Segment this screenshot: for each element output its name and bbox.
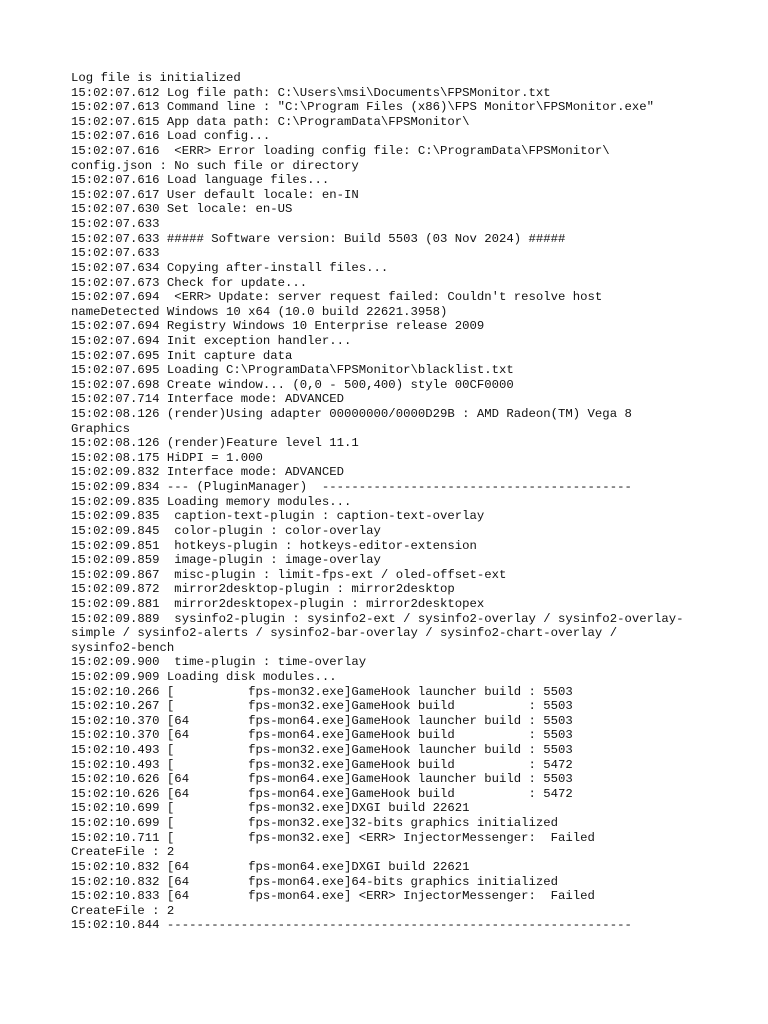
log-line: 15:02:09.909 Loading disk modules... bbox=[71, 669, 337, 684]
log-line: 15:02:10.370 [64 fps-mon64.exe]GameHook build : 5503 bbox=[71, 728, 573, 743]
log-line: 15:02:09.851 hotkeys-plugin : hotkeys-editor-extension bbox=[71, 538, 477, 553]
log-line: simple / sysinfo2-alerts / sysinfo2-bar-overlay / sysinfo2-chart-overlay / bbox=[71, 626, 618, 641]
log-line: 15:02:07.694 <ERR> Update: server request failed: Couldn't resolve host bbox=[71, 290, 603, 305]
log-line: 15:02:09.835 caption-text-plugin : caption-text-overlay bbox=[71, 509, 485, 524]
log-line: 15:02:07.634 Copying after-install files... bbox=[71, 260, 389, 275]
log-line: 15:02:09.900 time-plugin : time-overlay bbox=[71, 655, 367, 670]
log-line: 15:02:08.126 (render)Feature level 11.1 bbox=[71, 436, 359, 451]
log-line: config.json : No such file or directory bbox=[71, 158, 359, 173]
log-line: 15:02:07.612 Log file path: C:\Users\msi\Documents\FPSMonitor.txt bbox=[71, 85, 551, 100]
log-line: CreateFile : 2 bbox=[71, 845, 175, 860]
log-line: 15:02:10.832 [64 fps-mon64.exe]DXGI build 22621 bbox=[71, 859, 470, 874]
log-line: 15:02:07.633 bbox=[71, 246, 160, 261]
log-line: 15:02:07.617 User default locale: en-IN bbox=[71, 187, 359, 202]
log-line: 15:02:10.493 [ fps-mon32.exe]GameHook launcher build : 5503 bbox=[71, 743, 573, 758]
log-line: 15:02:09.835 Loading memory modules... bbox=[71, 494, 352, 509]
log-line: 15:02:10.832 [64 fps-mon64.exe]64-bits graphics initialized bbox=[71, 874, 559, 889]
log-line: 15:02:07.613 Command line : "C:\Program Files (x86)\FPS Monitor\FPSMonitor.exe" bbox=[71, 100, 654, 115]
log-line: 15:02:09.881 mirror2desktopex-plugin : mirror2desktopex bbox=[71, 596, 485, 611]
log-line: CreateFile : 2 bbox=[71, 903, 175, 918]
log-line: 15:02:07.698 Create window... (0,0 - 500,400) style 00CF0000 bbox=[71, 377, 514, 392]
log-line: 15:02:09.889 sysinfo2-plugin : sysinfo2-ext / sysinfo2-overlay / sysinfo2-overlay- bbox=[71, 611, 684, 626]
log-line: 15:02:10.266 [ fps-mon32.exe]GameHook launcher build : 5503 bbox=[71, 684, 573, 699]
log-line: 15:02:07.630 Set locale: en-US bbox=[71, 202, 293, 217]
log-line: 15:02:09.867 misc-plugin : limit-fps-ext / oled-offset-ext bbox=[71, 567, 507, 582]
log-line: 15:02:07.616 <ERR> Error loading config file: C:\ProgramData\FPSMonitor\ bbox=[71, 144, 610, 159]
log-line: 15:02:07.694 Registry Windows 10 Enterprise release 2009 bbox=[71, 319, 485, 334]
log-line: 15:02:07.616 Load language files... bbox=[71, 173, 330, 188]
log-line: Log file is initialized bbox=[71, 71, 241, 85]
log-line: 15:02:09.845 color-plugin : color-overlay bbox=[71, 523, 381, 538]
log-line: nameDetected Windows 10 x64 (10.0 build 22621.3958) bbox=[71, 304, 448, 319]
log-line: 15:02:07.673 Check for update... bbox=[71, 275, 308, 290]
log-line: 15:02:10.711 [ fps-mon32.exe] <ERR> InjectorMessenger: Failed bbox=[71, 830, 595, 845]
log-line: 15:02:08.175 HiDPI = 1.000 bbox=[71, 450, 263, 465]
log-line: 15:02:10.370 [64 fps-mon64.exe]GameHook launcher build : 5503 bbox=[71, 713, 573, 728]
log-line: 15:02:07.695 Init capture data bbox=[71, 348, 293, 363]
log-line: 15:02:10.267 [ fps-mon32.exe]GameHook build : 5503 bbox=[71, 699, 573, 714]
log-line: 15:02:07.616 Load config... bbox=[71, 129, 271, 144]
log-line: Graphics bbox=[71, 421, 131, 436]
log-line: 15:02:10.626 [64 fps-mon64.exe]GameHook launcher build : 5503 bbox=[71, 772, 573, 787]
log-line: 15:02:10.626 [64 fps-mon64.exe]GameHook build : 5472 bbox=[71, 786, 573, 801]
log-line: 15:02:07.694 Init exception handler... bbox=[71, 333, 352, 348]
log-line: 15:02:10.833 [64 fps-mon64.exe] <ERR> InjectorMessenger: Failed bbox=[71, 889, 595, 904]
log-line: 15:02:10.844 --------------------------------------------------------------- bbox=[71, 918, 632, 933]
log-line: 15:02:07.615 App data path: C:\ProgramData\FPSMonitor\ bbox=[71, 114, 470, 129]
log-line: 15:02:07.714 Interface mode: ADVANCED bbox=[71, 392, 345, 407]
log-line: 15:02:07.633 ##### Software version: Build 5503 (03 Nov 2024) ##### bbox=[71, 231, 566, 246]
log-line: 15:02:09.834 --- (PluginManager) ------------------------------------------ bbox=[71, 480, 632, 495]
log-line: 15:02:10.699 [ fps-mon32.exe]32-bits graphics initialized bbox=[71, 816, 559, 831]
log-line: 15:02:07.695 Loading C:\ProgramData\FPSMonitor\blacklist.txt bbox=[71, 363, 514, 378]
log-line: sysinfo2-bench bbox=[71, 640, 175, 655]
log-line: 15:02:10.493 [ fps-mon32.exe]GameHook build : 5472 bbox=[71, 757, 573, 772]
log-line: 15:02:09.872 mirror2desktop-plugin : mirror2desktop bbox=[71, 582, 455, 597]
log-line: 15:02:10.699 [ fps-mon32.exe]DXGI build 22621 bbox=[71, 801, 470, 816]
log-line: 15:02:09.832 Interface mode: ADVANCED bbox=[71, 465, 345, 480]
log-line: 15:02:07.633 bbox=[71, 217, 160, 232]
log-document bbox=[71, 71, 731, 933]
log-line: 15:02:08.126 (render)Using adapter 00000000/0000D29B : AMD Radeon(TM) Vega 8 bbox=[71, 407, 632, 422]
log-line: 15:02:09.859 image-plugin : image-overlay bbox=[71, 553, 381, 568]
